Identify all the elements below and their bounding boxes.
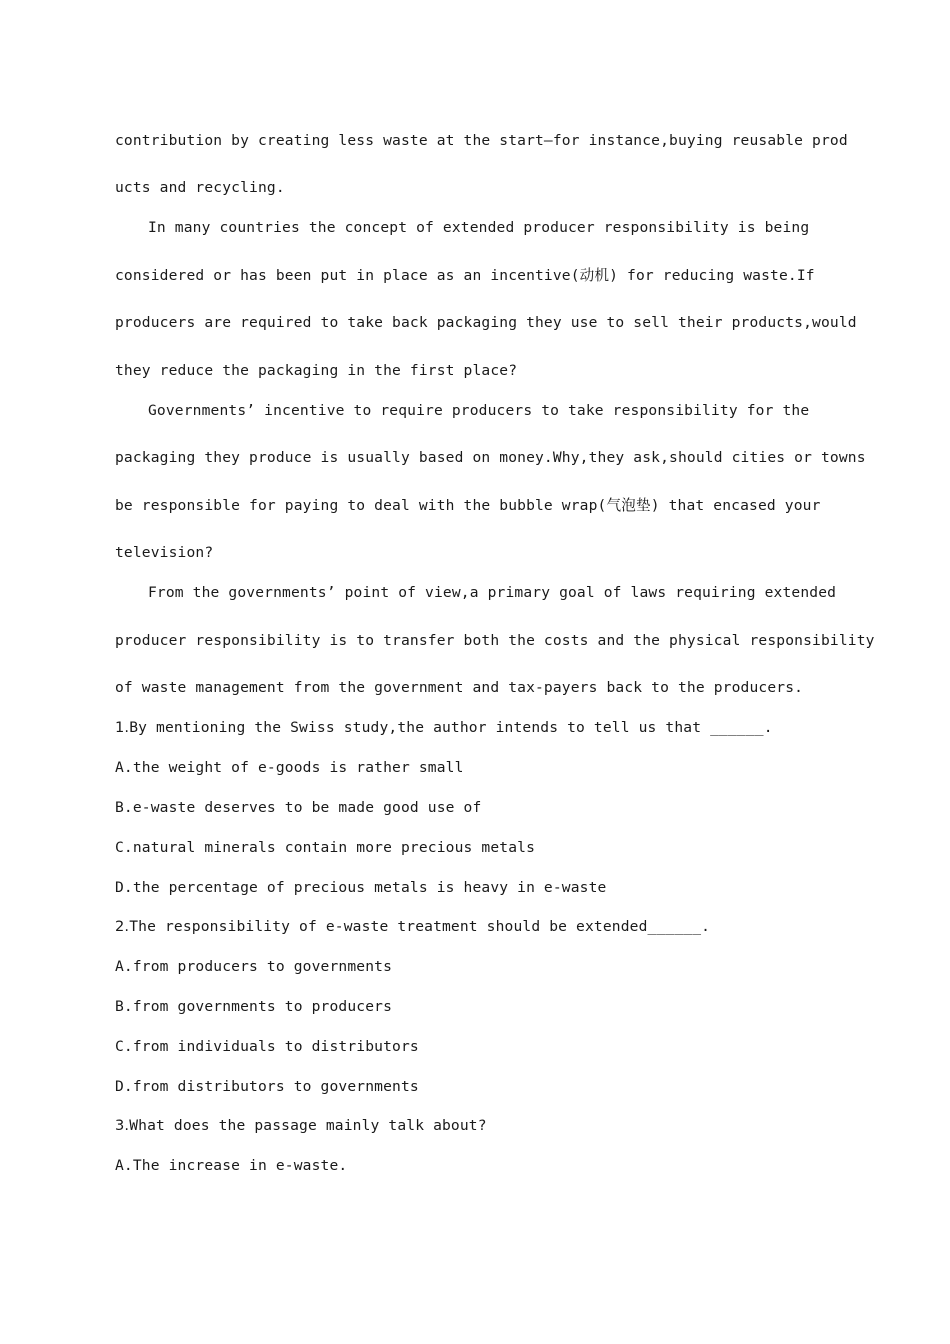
option-item: D.from distributors to governments <box>115 1078 419 1095</box>
option-item: A.The increase in e-waste. <box>115 1157 348 1174</box>
question-number: 3. <box>115 1117 130 1134</box>
question-stem: The responsibility of e-waste treatment should be extended______. <box>129 918 711 935</box>
question-stem: By mentioning the Swiss study,the author intends to tell us that ______. <box>129 719 773 736</box>
question-number: 1. <box>115 719 130 736</box>
passage-line: In many countries the concept of extended producer responsibility is being <box>148 219 810 236</box>
passage-line: Governments’ incentive to require producers to take responsibility for the <box>148 402 810 419</box>
passage-line: From the governments’ point of view,a primary goal of laws requiring extended <box>148 584 837 601</box>
passage-line: they reduce the packaging in the first place? <box>115 362 518 379</box>
question-3 <box>115 1116 487 1136</box>
option-item: B.from governments to producers <box>115 998 393 1015</box>
passage-line: of waste management from the government and tax-payers back to the producers. <box>115 679 804 696</box>
passage-line: be responsible for paying to deal with the bubble wrap(气泡垫) that encased your <box>115 497 821 514</box>
question-stem: What does the passage mainly talk about? <box>129 1117 487 1134</box>
question-1 <box>115 718 773 738</box>
passage-line: considered or has been put in place as an incentive(动机) for reducing waste.If <box>115 267 815 284</box>
option-item: D.the percentage of precious metals is heavy in e-waste <box>115 879 607 896</box>
option-item: B.e-waste deserves to be made good use of <box>115 799 482 816</box>
option-item: C.natural minerals contain more precious metals <box>115 839 536 856</box>
question-2 <box>115 917 710 937</box>
passage-line: packaging they produce is usually based on money.Why,they ask,should cities or towns <box>115 449 866 466</box>
passage-line: producers are required to take back packaging they use to sell their products,would <box>115 314 857 331</box>
option-item: A.from producers to governments <box>115 958 393 975</box>
passage-line: television? <box>115 544 214 561</box>
option-item: A.the weight of e-goods is rather small <box>115 759 464 776</box>
passage-line: producer responsibility is to transfer both the costs and the physical responsibility <box>115 632 875 649</box>
passage-line: contribution by creating less waste at the start—for instance,buying reusable prod <box>115 132 848 149</box>
option-item: C.from individuals to distributors <box>115 1038 419 1055</box>
question-number: 2. <box>115 918 130 935</box>
passage-line: ucts and recycling. <box>115 179 285 196</box>
